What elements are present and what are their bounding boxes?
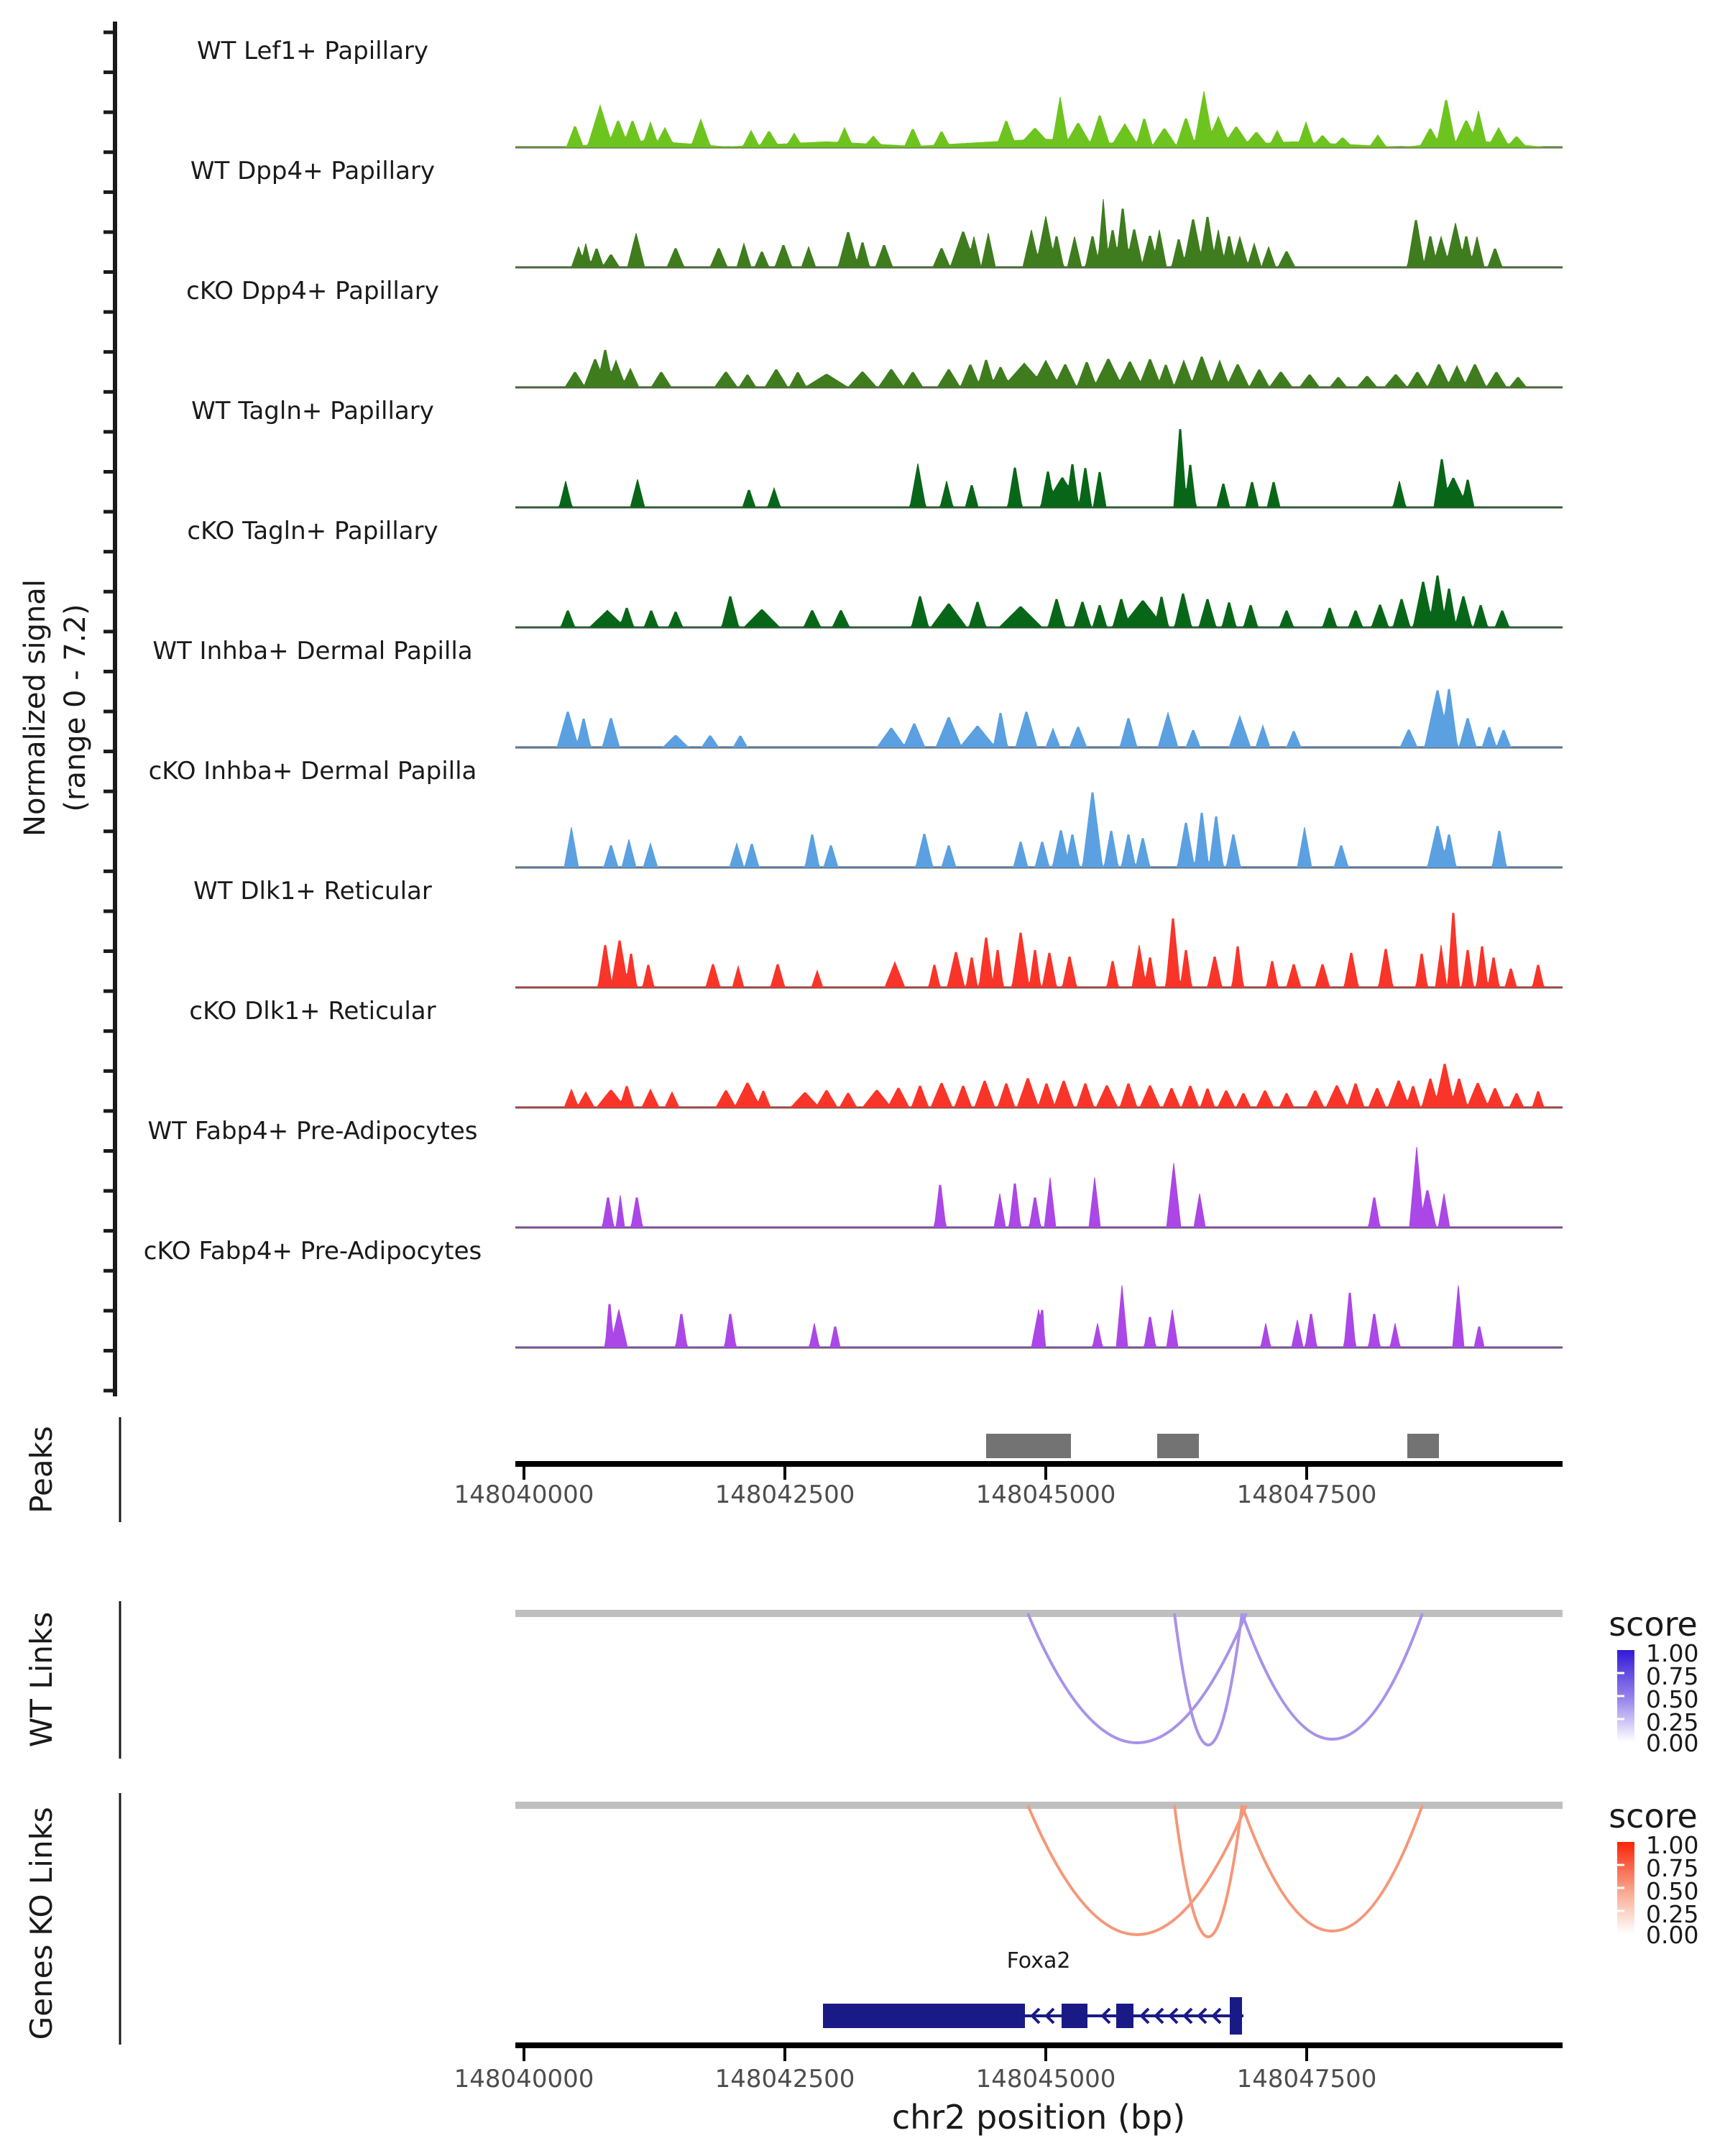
y-axis-label-line1: Normalized signal	[19, 579, 52, 837]
track-label: WT Fabp4+ Pre-Adipocytes	[147, 1117, 478, 1146]
wt-score-tick: 0.00	[1646, 1729, 1699, 1757]
axis-tick-label: 148047500	[1236, 1480, 1377, 1509]
ko-score-tick: 1.00	[1646, 1831, 1699, 1859]
gene-exon	[1062, 2004, 1087, 2028]
wt-score-tick: 0.50	[1646, 1685, 1699, 1713]
link-arc	[1174, 1613, 1242, 1745]
track-label: cKO Dlk1+ Reticular	[189, 997, 436, 1026]
wt-link-arcs	[1028, 1613, 1422, 1745]
wt-score-tick: 0.75	[1646, 1662, 1699, 1690]
x-axis-title: chr2 position (bp)	[891, 2098, 1186, 2137]
axis-tick-label: 148040000	[454, 1480, 594, 1509]
peaks-section-label: Peaks	[24, 1426, 59, 1514]
axis-tick-label: 148042500	[714, 2065, 855, 2093]
signal-profile	[515, 350, 1563, 387]
signal-profile	[515, 793, 1563, 867]
ko-link-arcs	[1028, 1805, 1422, 1937]
gene-model	[823, 1997, 1243, 2035]
axis-tick-label: 148047500	[1236, 2065, 1377, 2093]
genes-section-label: Genes	[24, 1944, 59, 2040]
signal-profile	[515, 689, 1563, 747]
link-arc	[1028, 1805, 1246, 1935]
gene-exon-utr	[823, 2004, 1025, 2028]
ko-links-section-label: KO Links	[24, 1807, 59, 1936]
link-arc	[1242, 1613, 1422, 1739]
wt-score-tick: 1.00	[1646, 1639, 1699, 1667]
track-label: WT Inhba+ Dermal Papilla	[152, 637, 473, 665]
gene-tss-exon	[1230, 1997, 1242, 2035]
peak-interval	[1157, 1434, 1199, 1458]
genomic-axis-lower-ticks	[524, 2048, 1307, 2061]
gene-exon	[1116, 2004, 1133, 2028]
ko-score-legend-title: score	[1609, 1797, 1698, 1835]
axis-tick-label: 148045000	[975, 1480, 1116, 1509]
wt-score-tick: 0.25	[1646, 1708, 1699, 1736]
track-label: WT Tagln+ Papillary	[191, 397, 434, 425]
ko-score-tick: 0.00	[1646, 1921, 1699, 1949]
signal-profile	[515, 576, 1563, 627]
ko-score-tick: 0.25	[1646, 1900, 1699, 1928]
axis-tick-label: 148042500	[714, 1480, 855, 1509]
axis-tick-label: 148045000	[975, 2065, 1116, 2093]
signal-profile	[515, 1286, 1563, 1348]
wt-score-legend-title: score	[1609, 1605, 1698, 1644]
axis-tick-label: 148040000	[454, 2065, 594, 2093]
ko-score-tick: 0.75	[1646, 1854, 1699, 1882]
signal-profile	[515, 1147, 1563, 1227]
link-arc	[1174, 1805, 1242, 1937]
signal-profile	[515, 91, 1563, 147]
track-label: cKO Dpp4+ Papillary	[186, 277, 439, 305]
track-label: WT Lef1+ Papillary	[196, 37, 429, 65]
y-axis-label-line2: (range 0 - 7.2)	[59, 604, 92, 812]
track-label: WT Dlk1+ Reticular	[193, 877, 432, 906]
gene-name-label: Foxa2	[1006, 1948, 1071, 1973]
track-label: cKO Tagln+ Papillary	[187, 517, 438, 545]
ko-score-tick: 0.50	[1646, 1877, 1699, 1905]
signal-profile	[515, 1064, 1563, 1107]
coverage-tracks	[515, 91, 1563, 1348]
wt-links-section-label: WT Links	[24, 1611, 59, 1748]
signal-profile	[515, 430, 1563, 507]
track-label: cKO Inhba+ Dermal Papilla	[148, 757, 477, 786]
peak-intervals	[986, 1434, 1439, 1458]
signal-profile	[515, 913, 1563, 987]
link-arc	[1028, 1613, 1246, 1743]
peak-interval	[986, 1434, 1071, 1458]
link-arc	[1242, 1805, 1422, 1931]
track-label: cKO Fabp4+ Pre-Adipocytes	[143, 1237, 482, 1266]
track-label: WT Dpp4+ Papillary	[190, 157, 436, 185]
signal-profile	[515, 199, 1563, 267]
peak-interval	[1407, 1434, 1439, 1458]
genomic-axis-upper-ticks	[524, 1467, 1307, 1480]
